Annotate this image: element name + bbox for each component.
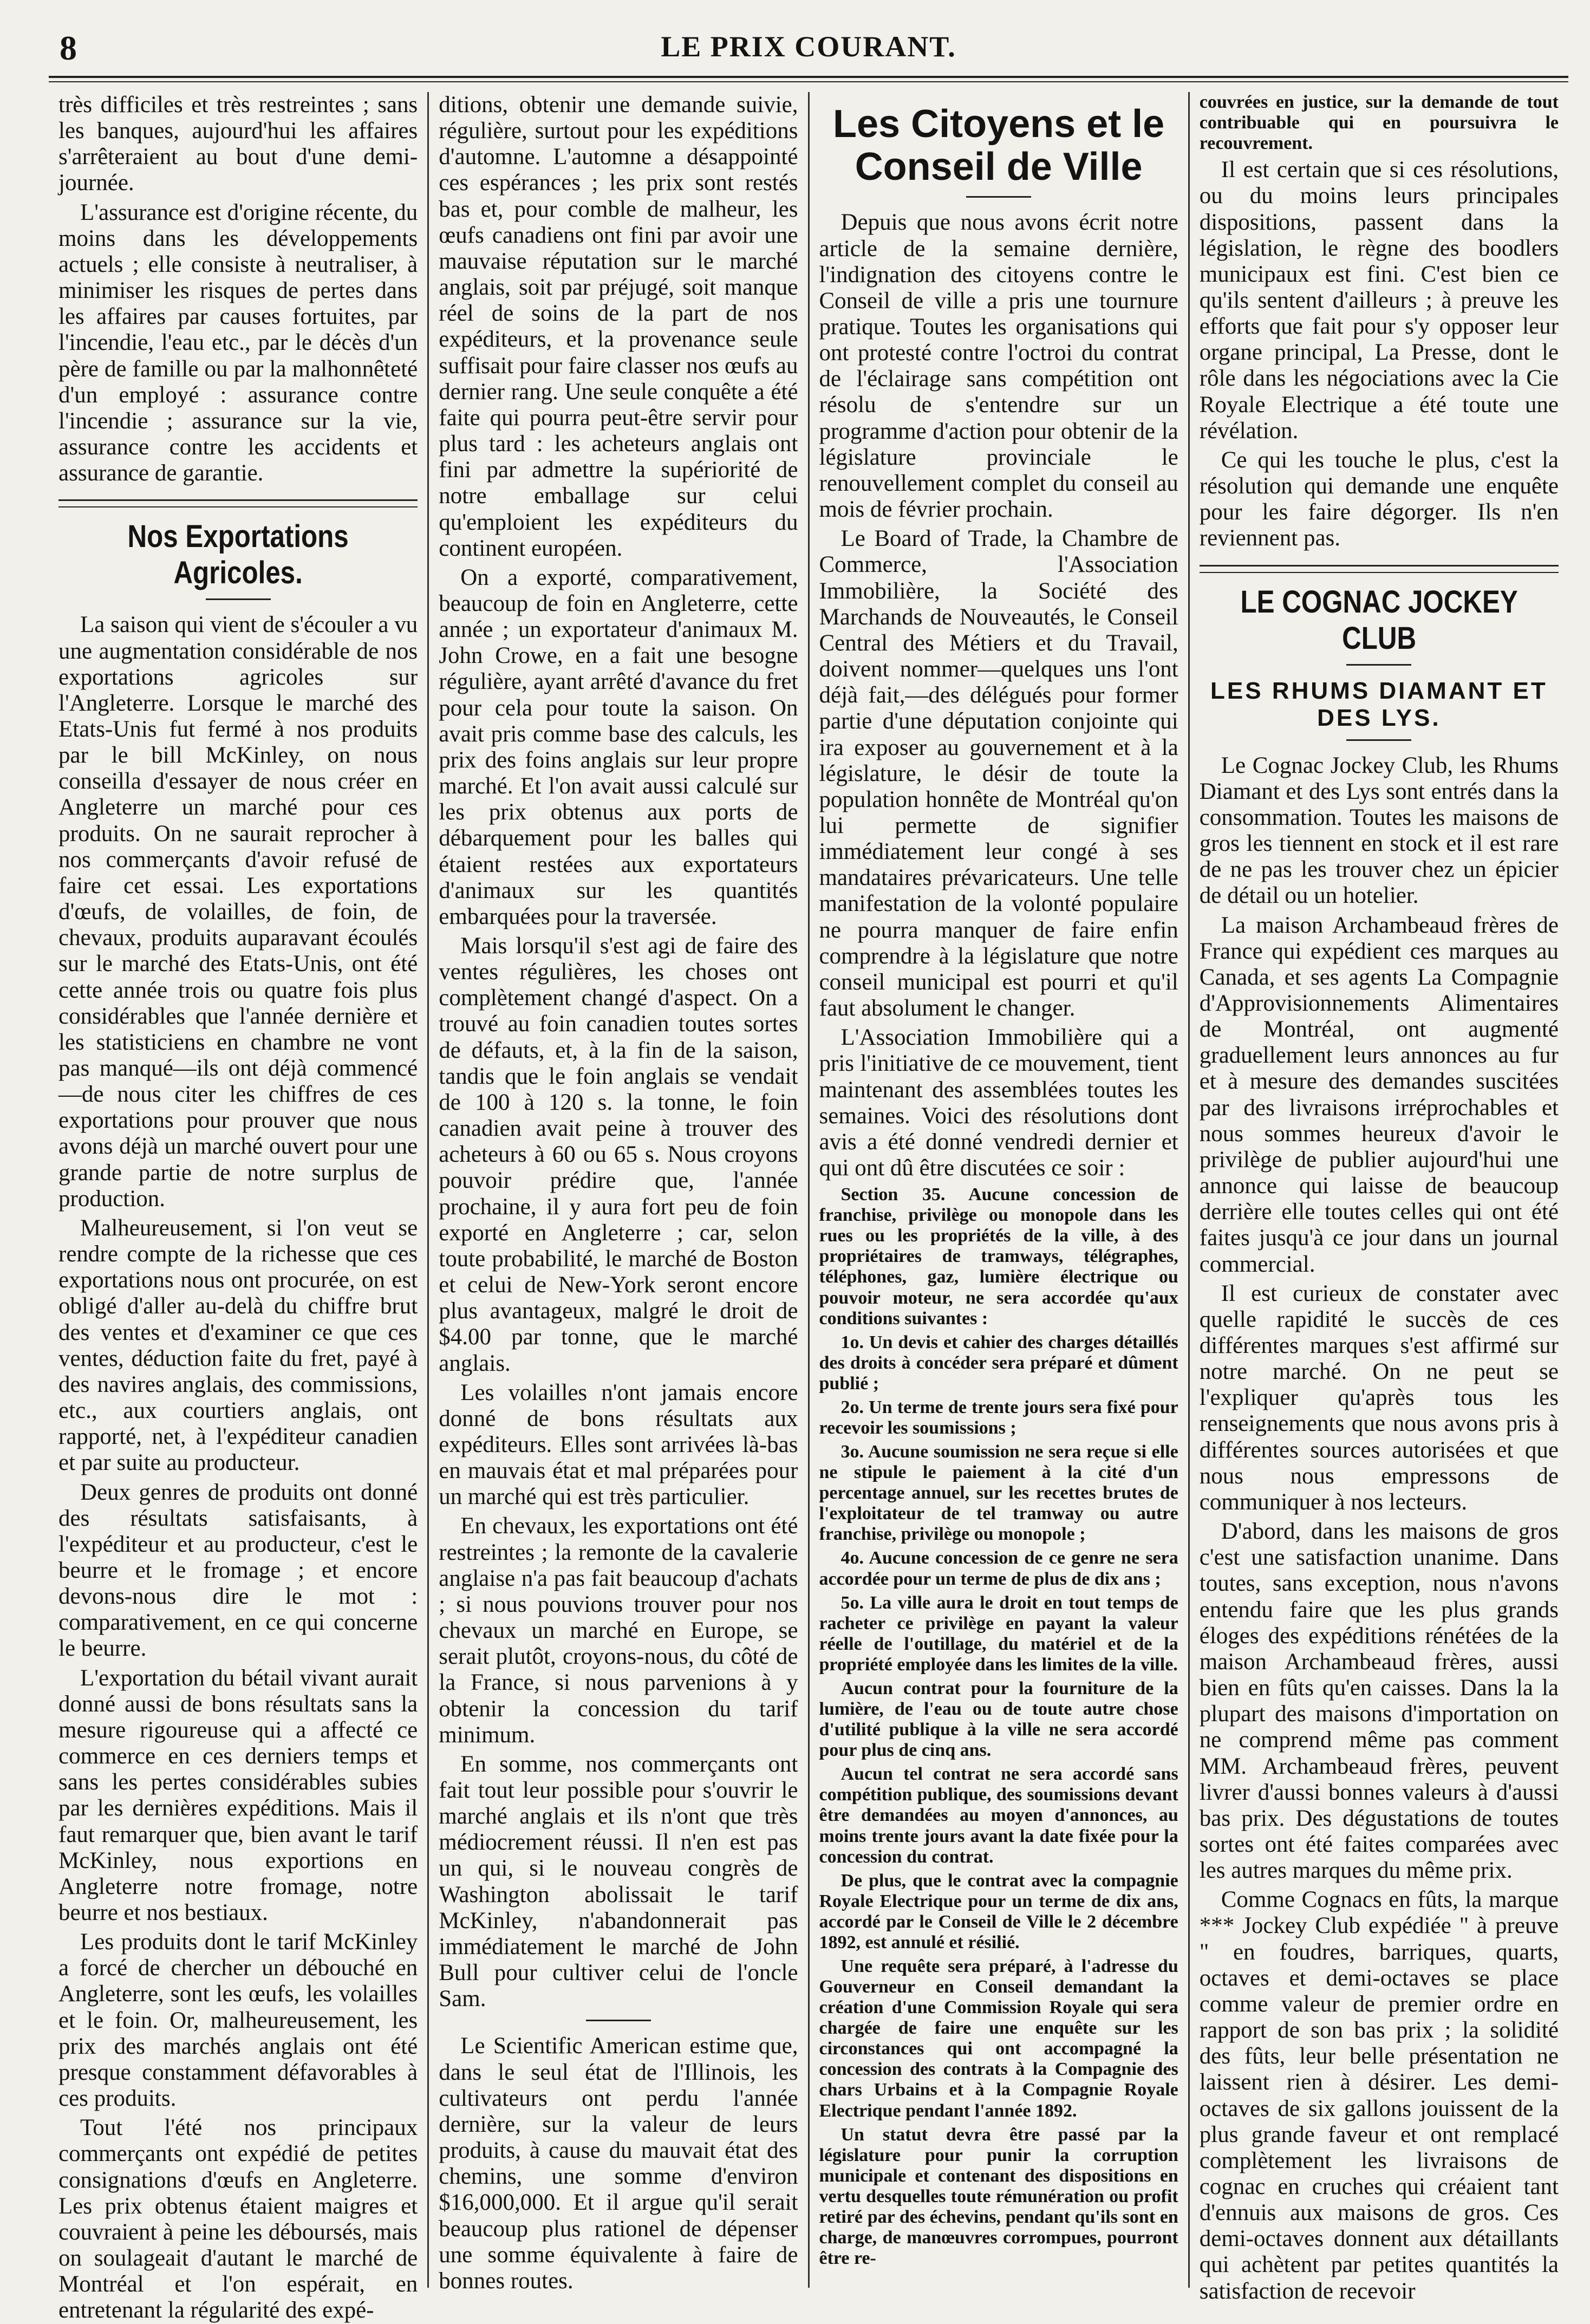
- continued-bold-block: [1200, 92, 1559, 154]
- paragraph: Les volailles n'ont jamais encore donné de bons résultats aux expéditeurs. Elles sont arrivées là-bas en mauvais état et mal préparées pour un marché qui est très particulier.: [439, 1379, 798, 1510]
- column-3: [808, 92, 1188, 2288]
- section-rule: [1200, 572, 1559, 573]
- paragraph: Deux genres de produits ont donné des résultats satisfaisants, à l'expéditeur et au producteur, c'est le beurre et le fromage ; et encore devons-nous dire le mot : comparativement, en ce qui concerne le beurre.: [58, 1479, 418, 1662]
- short-rule: [1346, 664, 1411, 666]
- short-rule: [966, 196, 1031, 198]
- paragraph: couvrées en justice, sur la demande de tout contribuable qui en poursuivra le recouvrement.: [1199, 92, 1559, 154]
- column-2: [427, 92, 807, 2294]
- resolution-item: Une requête sera préparé, à l'adresse du Gouverneur en Conseil demandant la création d'une Commission Royale qui sera chargée de faire une enquête sur les circonstances qui ont accompagné la concession des contrats à la Compagnie des chars Urbains et à la Compagnie Royale Electrique pendant l'année 1892.: [819, 1956, 1178, 2121]
- paragraph: Depuis que nous avons écrit notre article de la semaine dernière, l'indignation des citoyens contre le Conseil de ville a pris une tournure pratique. Toutes les organisations qui ont protesté contre l'octroi du contrat de l'éclairage sans compétition ont résolu de s'entendre sur un programme d'action pour obtenir de la législature provinciale le renouvellement complet du conseil au mois de février prochain.: [819, 210, 1178, 523]
- masthead-rule: [49, 76, 1568, 78]
- section-rule: [1200, 565, 1559, 567]
- column-4: [1188, 92, 1568, 2304]
- paragraph: Le Board of Trade, la Chambre de Commerce, l'Association Immobilière, la Société des Marchands de Nouveautés, le Conseil Central des Métiers et du Travail, doivent nommer—quelques uns l'ont déjà fait,—des délégués pour former partie d'une députation conjointe qui ira exposer au gouvernement et à la législature, le désir de toute la population honnête de Montréal qu'on lui permette de signifier immédiatement leur congé à ses mandataires prévaricateurs. Une telle manifestation de la volonté populaire ne pourra manquer de faire enfin comprendre à la législature que notre conseil municipal est pourri et qu'il faut absolument le changer.: [819, 526, 1178, 1021]
- paragraph: très difficiles et très restreintes ; sans les banques, aujourd'hui les affaires s'arrêteraient au bout d'une demi-journée.: [58, 92, 418, 196]
- paragraph: L'assurance est d'origine récente, du moins dans les développements actuels ; elle consiste à neutraliser, à minimiser les risques de pertes dans les affaires par causes fortuites, par l'incendie, l'eau etc., par le décès d'un père de famille ou par la malhonnêteté d'un employé : assurance contre l'incendie ; assurance sur la vie, assurance contre les accidents et assurance de garantie.: [58, 199, 418, 486]
- article-subheadline-rhums: LES RHUMS DIAMANT ET DES LYS.: [1210, 677, 1548, 731]
- paragraph: Le Scientific American estime que, dans le seul état de l'Illinois, les cultivateurs ont perdu l'année dernière, sur la valeur de leurs produits, à cause du mauvait état des chemins, une somme d'environ $16,000,000. Et il argue qu'il serait beaucoup plus rationel de dépenser une somme équivalente à faire de bonnes routes.: [439, 2033, 798, 2294]
- resolution-item: Aucun tel contrat ne sera accordé sans compétition publique, des soumissions devant être demandées au moyen d'annonces, au moins trente jours avant la date fixée pour la concession du contrat.: [819, 1764, 1178, 1867]
- masthead-rule-thin: [49, 81, 1568, 82]
- paragraph: Le Cognac Jockey Club, les Rhums Diamant et des Lys sont entrés dans la consommation. Toutes les maisons de gros les tiennent en stock et il est rare de ne pas les trouver chez un épicier de détail ou un hotelier.: [1199, 752, 1559, 909]
- article-headline-cognac: LE COGNAC JOCKEY CLUB: [1240, 584, 1518, 656]
- column-1: [49, 92, 427, 2323]
- paragraph: ditions, obtenir une demande suivie, régulière, surtout pour les expéditions d'automne. L'automne a désappointé ces espérances ; les prix sont restés bas et, pour comble de malheur, les œufs canadiens ont fini par avoir une mauvaise réputation sur le marché anglais, soit par préjugé, soit manque réel de soins de la part de nos expéditeurs, et la provenance seule suffisait pour faire classer nos œufs au dernier rang. Une seule conquête a été faite qui pourra peut-être servir pour plus tard : les acheteurs anglais ont fini par admettre la supériorité de notre emballage sur celui qu'emploient les expéditeurs du continent européen.: [439, 92, 798, 561]
- resolution-item: Un statut devra être passé par la législature pour punir la corruption municipale et contenant des dispositions en vertu desquelles toute rémunération ou profit retiré par des échevins, pendant qu'ils sont en charge, de manœuvres corrompues, pourront être re-: [819, 2124, 1178, 2269]
- paragraph: Il est certain que si ces résolutions, ou du moins leurs principales dispositions, passent dans la législation, le règne des boodlers municipaux est fini. C'est bien ce qu'ils sentent d'ailleurs ; à preuve les efforts que fait pour s'y opposer leur organe principal, La Presse, dont le rôle dans les négociations avec la Cie Royale Electrique a été toute une révélation.: [1199, 157, 1559, 444]
- paragraph: Comme Cognacs en fûts, la marque *** Jockey Club expédiée " à preuve " en foudres, barriques, quarts, octaves et demi-octaves se place comme valeur de premier ordre en rapport de son bas prix ; la solidité des fûts, leur belle présentation ne laissent rien à désirer. Les demi-octaves de six gallons jouissent de la plus grande faveur et ont remplacé complètement les livraisons de cognac en cruches qui créaient tant d'ennuis aux maisons de gros. Ces demi-octaves donnent aux détaillants qui achètent par petites quantités la satisfaction de recevoir: [1199, 1887, 1559, 2304]
- resolution-item: 3o. Aucune soumission ne sera reçue si elle ne stipule le paiement à la cité d'un percentage annuel, sur les recettes brutes de l'exploitateur de tel tramway ou autre franchise, privilège ou monopole ;: [819, 1442, 1178, 1545]
- paragraph: Mais lorsqu'il s'est agi de faire des ventes régulières, les choses ont complètement changé d'aspect. On a trouvé au foin canadien toutes sortes de défauts, et, à la fin de la saison, tandis que le foin anglais se vendait de 100 à 120 s. la tonne, le foin canadien avait peine à trouver des acheteurs à 60 ou 65 s. Nous croyons pouvoir prédire que, l'année prochaine, il y aura fort peu de foin exporté en Angleterre ; car, selon toute probabilité, le marché de Boston et celui de New-York seront encore plus avantageux, malgré le droit de $4.00 par tonne, que le marché anglais.: [439, 933, 798, 1376]
- short-rule: [1346, 739, 1411, 741]
- page-number: 8: [60, 29, 77, 67]
- paragraph: Ce qui les touche le plus, c'est la résolution qui demande une enquête pour les faire dégorger. Ils n'en reviennent pas.: [1199, 447, 1559, 551]
- paragraph: On a exporté, comparativement, beaucoup de foin en Angleterre, cette année ; un exportateur d'animaux M. John Crowe, en a fait une besogne régulière, ayant arrêté d'avance du fret pour cela pour toute la saison. On avait pris comme base des calculs, les prix des foins anglais sur leur propre marché. Et l'on avait aussi calculé sur les prix obtenus aux ports de débarquement pour les balles qui étaient restées aux exportateurs d'animaux sur les quantités embarquées pour la traversée.: [439, 564, 798, 929]
- resolutions-block: [819, 1184, 1178, 2269]
- resolution-item: De plus, que le contrat avec la compagnie Royale Electrique pour un terme de dix ans, accordé par le Conseil de Ville le 2 décembre 1892, est annulé et résilié.: [819, 1870, 1178, 1952]
- paragraph: L'exportation du bétail vivant aurait donné aussi de bons résultats sans la mesure rigoureuse qui a affecté ce commerce en ces derniers temps et sans les pertes considérables subies par les dernières expéditions. Mais il faut remarquer que, bien avant le tarif McKinley, nous exportions en Angleterre notre fromage, notre beurre et nos bestiaux.: [58, 1665, 418, 1925]
- section-rule: [58, 499, 418, 501]
- paragraph: Malheureusement, si l'on veut se rendre compte de la richesse que ces exportations nous ont procurée, on est obligé d'aller au-delà du chiffre brut des ventes et d'examiner ce que ces ventes, déduction faite du fret, payé à des navires anglais, des commissions, etc., aux courtiers anglais, ont rapporté, net, à l'expéditeur canadien et par suite au producteur.: [58, 1215, 418, 1476]
- article-headline-exportations: Nos Exportations Agricoles.: [127, 519, 349, 591]
- resolution-item: Aucun contrat pour la fourniture de la lumière, de l'eau ou de toute autre chose d'utilité publique à la ville ne sera accordé pour plus de cinq ans.: [819, 1678, 1178, 1761]
- masthead: [49, 0, 1568, 81]
- paragraph: La saison qui vient de s'écouler a vu une augmentation considérable de nos exportations agricoles sur l'Angleterre. Lorsque le marché des Etats-Unis fut fermé à nos produits par le bill McKinley, on nous conseilla d'essayer de nous créer en Angleterre un marché pour ces produits. On ne saurait reprocher à nos commerçants d'avoir refusé de faire cet essai. Les exportations d'œufs, de volailles, de foin, de chevaux, produits auparavant écoulés sur le marché des Etats-Unis, ont été cette année trois ou quatre fois plus considérables que l'année dernière et les statisticiens en chambre ne vont pas manqué—ils ont déjà commencé—de nous citer les chiffres de ces exportations pour prouver que nous avons déjà un marché ouvert pour une grande partie de notre surplus de production.: [58, 612, 418, 1212]
- paragraph: D'abord, dans les maisons de gros c'est une satisfaction unanime. Dans toutes, sans exception, nous n'avons entendu faire que les plus grands éloges des expéditions rénétées de la maison Archambeaud frères, aussi bien en fûts qu'en caisses. Dans la la plupart des maisons d'importation on ne comprend même pas comment MM. Archambeaud frères, peuvent livrer d'aussi bonnes valeurs à d'aussi bas prix. Des dégustations de toutes sortes ont été faites comparées avec les autres marques du même prix.: [1199, 1519, 1559, 1884]
- resolution-item: 2o. Un terme de trente jours sera fixé pour recevoir les soumissions ;: [819, 1397, 1178, 1438]
- paragraph: Tout l'été nos principaux commerçants ont expédié de petites consignations d'œufs en Angleterre. Les prix obtenus étaient maigres et couvraient à peine les déboursés, mais on soulageait d'autant le marché de Montréal et l'on espérait, en entretenant la régularité des expé-: [58, 2115, 418, 2323]
- article-headline-citoyens: Les Citoyens et le Conseil de Ville: [833, 102, 1165, 189]
- paragraph: Les produits dont le tarif McKinley a forcé de chercher un débouché en Angleterre, sont les œufs, les volailles et le foin. Or, malheureusement, les prix des marchés anglais ont été presque constamment défavorables à ces produits.: [58, 1929, 418, 2112]
- section-rule: [58, 506, 418, 507]
- short-rule: [206, 598, 271, 600]
- short-rule: [586, 2020, 651, 2021]
- resolution-item: Section 35. Aucune concession de franchise, privilège ou monopole dans les rues ou les propriétés de la ville, à des propriétaires de tramways, télégraphes, téléphones, gaz, lumière électrique ou pouvoir moteur, ne sera accordée qu'aux conditions suivantes :: [819, 1184, 1178, 1329]
- columns: [49, 92, 1568, 2323]
- paragraph: L'Association Immobilière qui a pris l'initiative de ce mouvement, tient maintenant des assemblées toutes les semaines. Voici des résolutions dont avis a été donné vendredi dernier et qui ont dû être discutées ce soir :: [819, 1025, 1178, 1181]
- resolution-item: 4o. Aucune concession de ce genre ne sera accordée pour un terme de plus de dix ans ;: [819, 1548, 1178, 1589]
- paragraph: En chevaux, les exportations ont été restreintes ; la remonte de la cavalerie anglaise n'a pas fait beaucoup d'achats ; si nous pouvions trouver pour nos chevaux un marché en Europe, se serait plutôt, croyons-nous, du côté de la France, si nous parvenions à y obtenir la concession du tarif minimum.: [439, 1513, 798, 1748]
- paragraph: Il est curieux de constater avec quelle rapidité le succès de ces différentes marques s'est affirmé sur notre marché. On ne peut se l'expliquer qu'après tous les renseignements que nous avons pris à différentes sources autorisées et que nous nous empressons de communiquer à nos lecteurs.: [1199, 1280, 1559, 1515]
- resolution-item: 1o. Un devis et cahier des charges détaillés des droits à concéder sera préparé et dûment publié ;: [819, 1332, 1178, 1394]
- resolution-item: 5o. La ville aura le droit en tout temps de racheter ce privilège en payant la valeur réelle de l'outillage, du matériel et de la propriété employée dans les limites de la ville.: [819, 1592, 1178, 1675]
- paragraph: La maison Archambeaud frères de France qui expédient ces marques au Canada, et ses agents La Compagnie d'Approvisionnements Alimentaires de Montréal, ont augmenté graduellement leurs annonces au fur et à mesure des demandes suscitées par des livraisons irréprochables et nous sommes heureux d'avoir le privilège de publier aujourd'hui une annonce qui laisse de beaucoup derrière elle toutes celles qui ont été faites jusqu'à ce jour dans un journal commercial.: [1199, 912, 1559, 1277]
- paragraph: En somme, nos commerçants ont fait tout leur possible pour s'ouvrir le marché anglais et ils n'ont que très médiocrement réussi. Il n'en est pas un qui, si le nouveau congrès de Washington abolissait le tarif McKinley, n'abandonnerait pas immédiatement le marché de John Bull pour cultiver celui de l'oncle Sam.: [439, 1751, 798, 2012]
- journal-title: LE PRIX COURANT.: [661, 30, 956, 63]
